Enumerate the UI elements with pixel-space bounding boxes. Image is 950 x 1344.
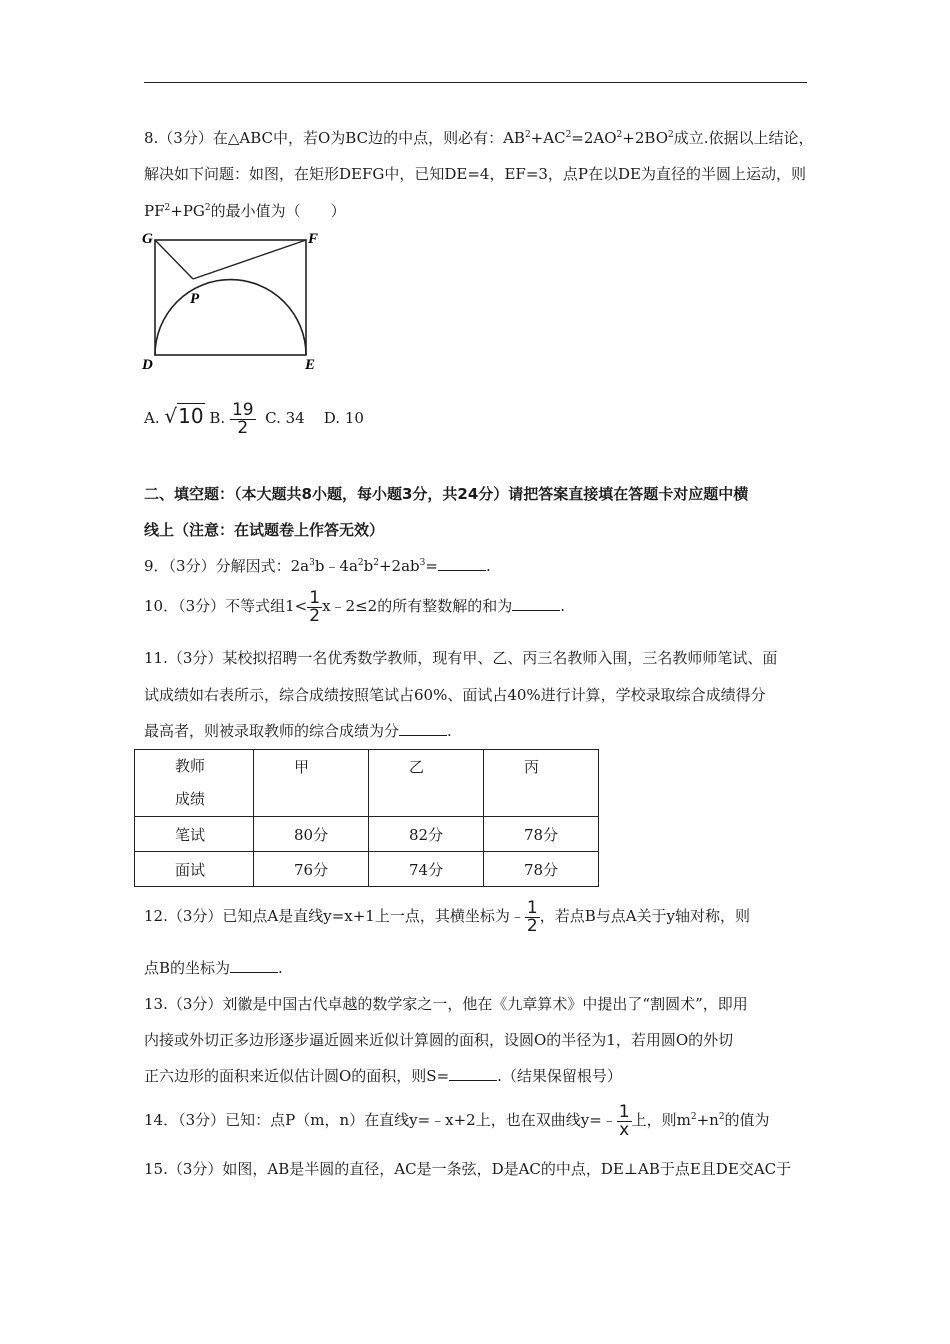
q8-line2: 解决如下问题：如图，在矩形DEFG中，已知DE=4，EF=3，点P在以DE为直径的半圆上运动，则: [144, 165, 806, 183]
q12-line2: 点B的坐标为 .: [144, 959, 283, 977]
header-rule: [144, 82, 807, 83]
label-p: P: [190, 291, 200, 307]
table-col-header: 甲: [254, 750, 369, 817]
table-header-corner: 教师 成绩: [135, 750, 254, 817]
q8-line1: 8.（3分）在△ABC中，若O为BC边的中点，则必有：$AB^2+AC^2=2AO^2+2BO^2$成立.依据以上结论，: [144, 129, 814, 147]
table-col-header: 乙: [369, 750, 484, 817]
table-cell: 74分: [369, 852, 484, 887]
segment-pg: [155, 240, 193, 279]
rectangle-semicircle-figure: [140, 225, 330, 375]
answer-blank: [399, 721, 447, 736]
table-row-label: 笔试: [135, 817, 254, 852]
table-header-row: [135, 750, 599, 817]
label-d: D: [142, 357, 153, 373]
answer-blank: [230, 958, 278, 973]
q10-fraction: $\frac{1}{2}$: [309, 587, 321, 626]
q12-line1: 12.（3分）已知点A是直线y=x+1上一点，其横坐标为﹣ $\frac{1}{2}$ ，若点B与点A关于y轴对称，则: [144, 897, 751, 936]
answer-blank: [438, 556, 486, 571]
table-col-header: 丙: [484, 750, 599, 817]
table-row: [135, 852, 599, 887]
answer-blank: [449, 1066, 497, 1081]
answer-blank: [512, 596, 560, 611]
semicircle-arc: [155, 280, 306, 355]
q8-options: A. √10 B. $\frac{19}{2}$ C. 34 D. 10: [144, 399, 364, 438]
table-row: [135, 817, 599, 852]
q8-line3: $PF^2+PG^2$的最小值为（ ）: [144, 202, 346, 220]
q13-line1: 13.（3分）刘徽是中国古代卓越的数学家之一，他在《九章算术》中提出了“割圆术”，即用: [144, 995, 748, 1013]
section2-title-line2: 线上（注意：在试题卷上作答无效）: [144, 521, 385, 539]
q12-fraction: $\frac{1}{2}$: [526, 897, 538, 936]
q14-line: 14．（3分）已知：点P（m，n）在直线y=﹣x+2上，也在双曲线y=﹣ $\frac{1}{x}$ 上，则$m^2+n^2$的值为: [144, 1101, 770, 1140]
segment-pf: [193, 240, 306, 279]
label-g: G: [142, 231, 153, 247]
q15-line1: 15.（3分）如图，AB是半圆的直径，AC是一条弦，D是AC的中点，DE⊥AB于点E且DE交AC于: [144, 1160, 792, 1178]
q11-line3: 最高者，则被录取教师的综合成绩为分 .: [144, 722, 452, 740]
label-e: E: [305, 357, 316, 373]
q14-fraction: $\frac{1}{x}$: [618, 1101, 630, 1140]
q10-line: 10．（3分）不等式组1< $\frac{1}{2}$ x﹣2≤2的所有整数解的和为 .: [144, 587, 565, 626]
q11-line2: 试成绩如右表所示，综合成绩按照笔试占60%、面试占40%进行计算，学校录取综合成绩得分: [144, 686, 766, 704]
score-table: [134, 749, 599, 887]
label-f: F: [308, 231, 319, 247]
q9-line: 9．（3分）分解因式：$2a^3b﹣4a^2b^2+2ab^3=$ .: [144, 557, 491, 575]
option-a-sqrt: √10: [164, 404, 204, 428]
table-cell: 78分: [484, 852, 599, 887]
table-cell: 78分: [484, 817, 599, 852]
section2-title-line1: 二、填空题：（本大题共8小题，每小题3分，共24分）请把答案直接填在答题卡对应题中横: [144, 485, 749, 503]
table-row-label: 面试: [135, 852, 254, 887]
q13-line3: 正六边形的面积来近似估计圆O的面积，则S= .（结果保留根号）: [144, 1067, 622, 1085]
table-cell: 82分: [369, 817, 484, 852]
rectangle-defg: [155, 240, 306, 355]
table-cell: 80分: [254, 817, 369, 852]
option-b-fraction: $\frac{19}{2}$: [231, 399, 254, 438]
q13-line2: 内接或外切正多边形逐步逼近圆来近似计算圆的面积，设圆O的半径为1，若用圆O的外切: [144, 1031, 734, 1049]
q11-line1: 11.（3分）某校拟招聘一名优秀数学教师，现有甲、乙、丙三名教师入围，三名教师师笔试、面: [144, 649, 778, 667]
table-cell: 76分: [254, 852, 369, 887]
